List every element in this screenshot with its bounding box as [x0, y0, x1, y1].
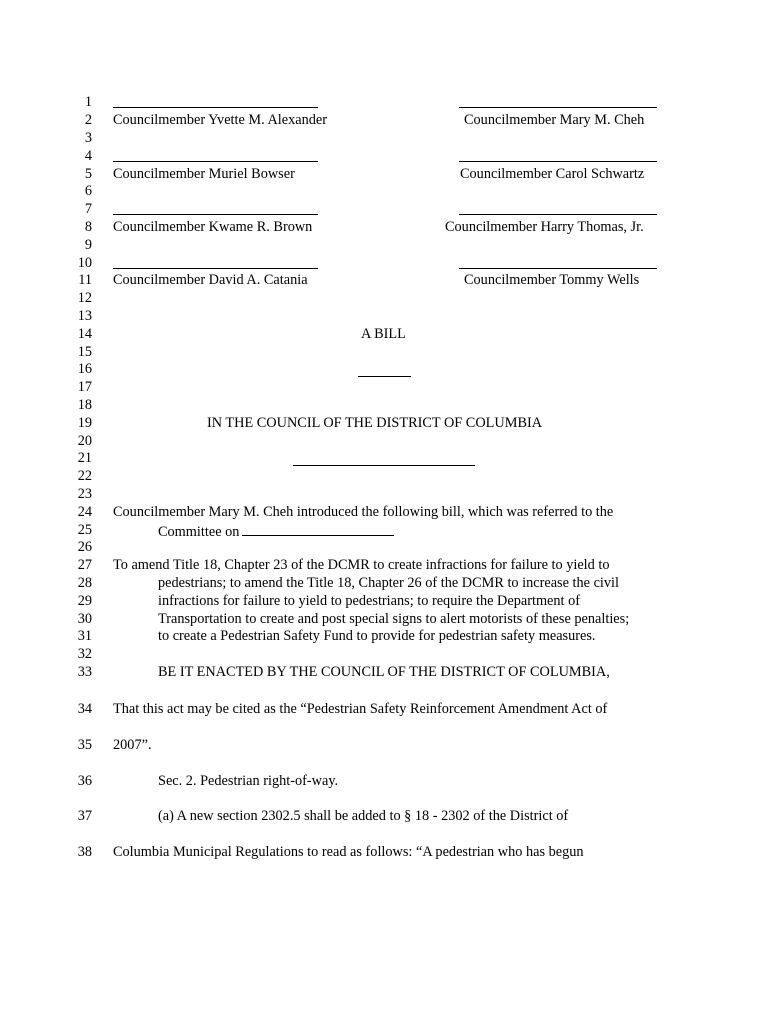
line-number: 30: [77, 611, 92, 627]
body-line: That this act may be cited as the “Pedestrian Safety Reinforcement Amendment Act of: [113, 701, 608, 717]
body-line: Columbia Municipal Regulations to read as follows: “A pedestrian who has begun: [113, 844, 584, 860]
line-number: 33: [77, 664, 92, 680]
purpose-line: infractions for failure to yield to pedestrians; to require the Department of: [158, 593, 581, 609]
signatory-name: Councilmember Muriel Bowser: [113, 166, 295, 182]
signatory-name: Councilmember Carol Schwartz: [460, 166, 645, 182]
line-number: 35: [77, 737, 92, 753]
signatory-name: Councilmember Mary M. Cheh: [464, 112, 645, 128]
section-heading: Sec. 2. Pedestrian right-of-way.: [158, 773, 339, 789]
line-number: 21: [77, 450, 92, 466]
signature-line: [459, 214, 657, 215]
signatory-name: Councilmember Tommy Wells: [464, 272, 640, 288]
purpose-line: to create a Pedestrian Safety Fund to provide for pedestrian safety measures.: [158, 628, 596, 644]
signatory-name: Councilmember Kwame R. Brown: [113, 219, 313, 235]
signature-line: [113, 161, 318, 162]
line-number: 32: [77, 646, 92, 662]
committee-referral: [158, 521, 394, 541]
line-number: 38: [77, 844, 92, 860]
line-number: 28: [77, 575, 92, 591]
council-heading: IN THE COUNCIL OF THE DISTRICT OF COLUMBIA: [207, 415, 543, 431]
line-number: 37: [77, 808, 92, 824]
line-number: 8: [84, 219, 92, 235]
line-number: 29: [77, 593, 92, 609]
line-number: 15: [77, 344, 92, 360]
signature-line: [459, 107, 657, 108]
line-number: 6: [84, 183, 92, 199]
line-number: 31: [77, 628, 92, 644]
line-number: 14: [77, 326, 92, 342]
line-number: 9: [84, 237, 92, 253]
line-number: 4: [84, 148, 92, 164]
line-number: 26: [77, 539, 92, 555]
line-number: 17: [77, 379, 92, 395]
line-number: 11: [78, 272, 92, 288]
line-number: 22: [77, 468, 92, 484]
committee-label: Committee on: [158, 524, 240, 540]
line-number: 18: [77, 397, 92, 413]
signatory-name: Councilmember Yvette M. Alexander: [113, 112, 328, 128]
signature-line: [459, 268, 657, 269]
introduction-text: Councilmember Mary M. Cheh introduced the following bill, which was referred to the: [113, 504, 614, 520]
body-line: (a) A new section 2302.5 shall be added to § 18 - 2302 of the District of: [158, 808, 569, 824]
signature-line: [113, 214, 318, 215]
signatory-name: Councilmember David A. Catania: [113, 272, 308, 288]
signatory-name: Councilmember Harry Thomas, Jr.: [445, 219, 644, 235]
line-number: 19: [77, 415, 92, 431]
line-number: 36: [77, 773, 92, 789]
body-line: 2007”.: [113, 737, 152, 753]
signature-line: [113, 268, 318, 269]
line-number: 13: [77, 308, 92, 324]
line-number: 12: [77, 290, 92, 306]
line-number: 25: [77, 522, 92, 538]
line-number: 7: [84, 201, 92, 217]
line-number: 24: [77, 504, 92, 520]
bill-number-line: [358, 376, 411, 377]
bill-heading: A BILL: [361, 326, 406, 342]
line-number: 5: [84, 166, 92, 182]
line-number: 23: [77, 486, 92, 502]
purpose-line: Transportation to create and post special signs to alert motorists of these penalties;: [158, 611, 630, 627]
purpose-line: To amend Title 18, Chapter 23 of the DCMR to create infractions for failure to yield to: [113, 557, 610, 573]
line-number: 10: [77, 255, 92, 271]
line-number: 27: [77, 557, 92, 573]
date-line: [293, 465, 475, 466]
line-number: 16: [77, 361, 92, 377]
line-number: 34: [77, 701, 92, 717]
line-number: 2: [84, 112, 92, 128]
purpose-line: pedestrians; to amend the Title 18, Chapter 26 of the DCMR to increase the civil: [158, 575, 619, 591]
signature-line: [113, 107, 318, 108]
committee-blank: [242, 521, 394, 536]
signature-line: [459, 161, 657, 162]
line-number: 3: [84, 130, 92, 146]
line-number: 1: [84, 94, 92, 110]
enacting-clause: BE IT ENACTED BY THE COUNCIL OF THE DISTRICT OF COLUMBIA,: [158, 664, 610, 680]
line-number: 20: [77, 433, 92, 449]
